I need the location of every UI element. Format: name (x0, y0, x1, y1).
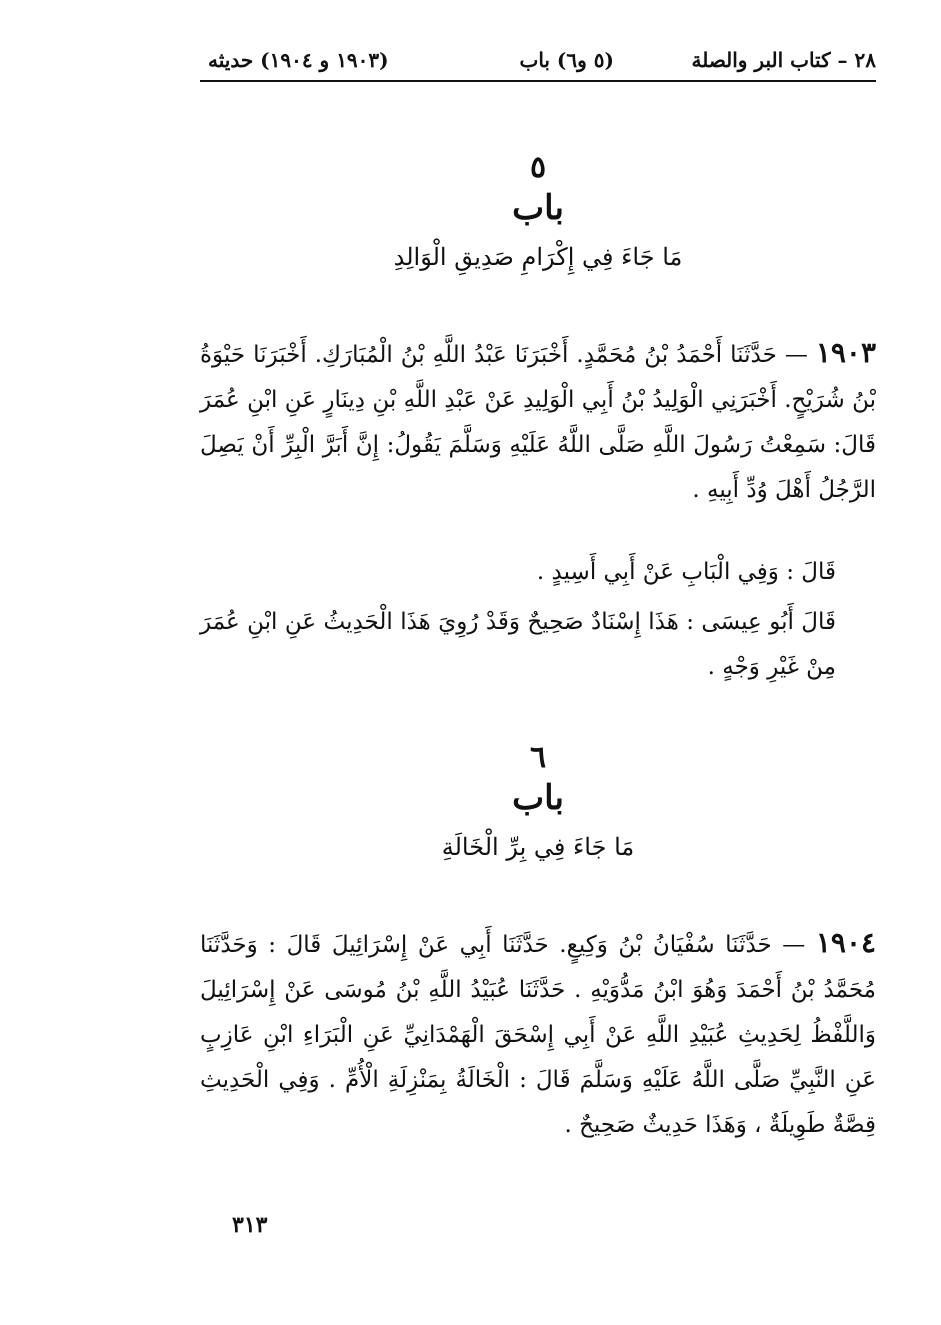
page-number: ٣١٣ (232, 1212, 268, 1238)
running-header (200, 42, 876, 78)
header-hadith-range: (١٩٠٣ و ١٩٠٤) حديثه (208, 48, 389, 72)
note-text: قَالَ أَبُو عِيسَى : هَذَا إِسْنَادٌ صَحِيحٌ وَقَدْ رُوِيَ هَذَا الْحَدِيثُ عَنِ ابْنِ عُمَرَ مِنْ غَيْرِ وَجْهٍ . (200, 609, 836, 680)
chapter-label: باب (512, 778, 564, 818)
header-book-title: ٢٨ – كتاب البر والصلة (691, 48, 876, 72)
section-6-heading (200, 740, 876, 864)
hadith-1903-note-2 (200, 600, 876, 690)
chapter-label: باب (512, 188, 564, 228)
chapter-title: مَا جَاءَ فِي إِكْرَامِ صَدِيقِ الْوَالِدِ (393, 243, 683, 271)
header-chapters: (٥ و٦) باب (519, 48, 614, 72)
hadith-1903-note-1 (200, 550, 876, 595)
chapter-title: مَا جَاءَ فِي بِرِّ الْخَالَةِ (441, 833, 635, 861)
hadith-number: ١٩٠٣ (815, 336, 876, 369)
section-5-heading (200, 150, 876, 274)
hadith-1903 (200, 330, 876, 513)
hadith-text: — حَدَّثَنَا سُفْيَانُ بْنُ وَكِيعٍ. حَدَّثَنَا أَبِي عَنْ إِسْرَائِيلَ قَالَ : وَحَدَّثَنَا مُحَمَّدُ بْنُ أَحْمَدَ وَهُوَ ابْنُ مَدُّوَيْهِ . حَدَّثَنَا عُبَيْدُ اللَّهِ بْنُ مُوسَى عَنْ إِسْرَائِيلَ وَاللَّفْظُ لِحَدِيثِ عُبَيْدِ اللَّهِ عَنْ أَبِي إِسْحَقَ الْهَمْدَانِيِّ عَنِ الْبَرَاءِ ابْنِ عَازِبٍ عَنِ النَّبِيِّ صَلَّى اللَّهُ عَلَيْهِ وَسَلَّمَ قَالَ : الْخَالَةُ بِمَنْزِلَةِ الْأُمِّ . وَفِي الْحَدِيثِ قِصَّةٌ طَوِيلَةٌ ، وَهَذَا حَدِيثٌ صَحِيحٌ . (200, 932, 876, 1138)
hadith-number: ١٩٠٤ (815, 926, 877, 959)
section-number: ٦ (529, 740, 547, 775)
note-text: قَالَ : وَفِي الْبَابِ عَنْ أَبِي أَسِيدٍ . (536, 559, 836, 585)
section-number: ٥ (529, 150, 547, 185)
header-rule (200, 80, 876, 82)
hadith-1904 (200, 920, 876, 1148)
hadith-text: — حَدَّثَنَا أَحْمَدُ بْنُ مُحَمَّدٍ. أَخْبَرَنَا عَبْدُ اللَّهِ بْنُ الْمُبَارَكِ. أَخْبَرَنَا حَيْوَةُ بْنُ شُرَيْحٍ. أَخْبَرَنِي الْوَلِيدُ بْنُ أَبِي الْوَلِيدِ عَنْ عَبْدِ اللَّهِ بْنِ دِينَارٍ عَنِ ابْنِ عُمَرَ قَالَ: سَمِعْتُ رَسُولَ اللَّهِ صَلَّى اللَّهُ عَلَيْهِ وَسَلَّمَ يَقُولُ: إِنَّ أَبَرَّ الْبِرِّ أَنْ يَصِلَ الرَّجُلُ أَهْلَ وُدِّ أَبِيهِ . (200, 342, 876, 503)
